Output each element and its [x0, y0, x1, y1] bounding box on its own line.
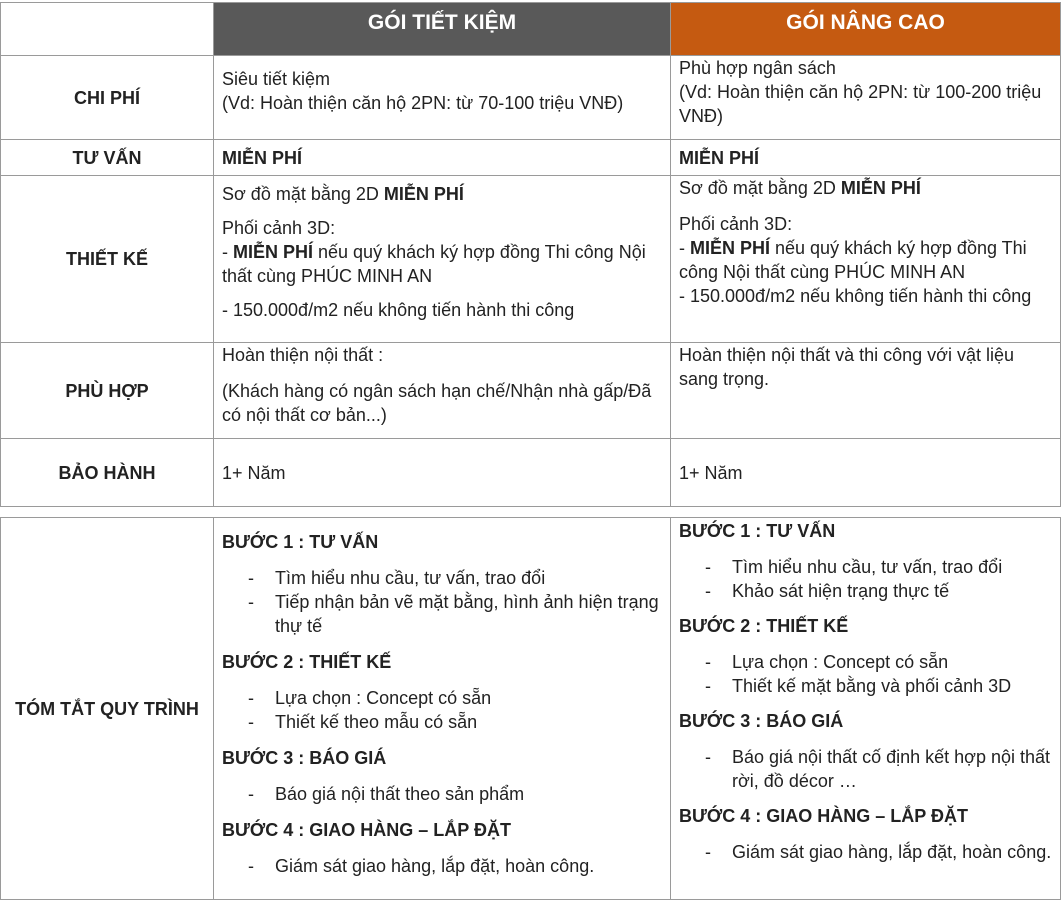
- design-premium-cell: [671, 176, 1061, 343]
- process-premium-step4-title: BƯỚC 4 : GIAO HÀNG – LẮP ĐẶT: [679, 806, 968, 826]
- warranty-basic-cell: 1+ Năm: [214, 439, 671, 507]
- design-premium-3d-contract: - MIỄN PHÍ nếu quý khách ký hợp đồng Thi công Nội thất cùng PHÚC MINH AN: [679, 238, 1027, 282]
- design-basic-cell: [214, 176, 671, 343]
- design-basic-2d: Sơ đồ mặt bằng 2D MIỄN PHÍ: [222, 184, 464, 204]
- header-premium-package: GÓI NÂNG CAO: [671, 3, 1061, 56]
- list-item: - Khảo sát hiện trạng thực tế: [679, 579, 1052, 603]
- process-basic-step1-title: BƯỚC 1 : TƯ VẤN: [222, 532, 379, 552]
- list-item: - Giám sát giao hàng, lắp đặt, hoàn công.: [679, 840, 1052, 864]
- process-basic-step4-list: [222, 854, 662, 878]
- design-basic-3d-contract: - MIỄN PHÍ nếu quý khách ký hợp đồng Thi công Nội thất cùng PHÚC MINH AN: [222, 242, 646, 286]
- comparison-table: [0, 2, 1061, 507]
- process-basic-step3-title: BƯỚC 3 : BÁO GIÁ: [222, 748, 387, 768]
- row-label-cost: CHI PHÍ: [1, 56, 214, 140]
- process-premium-cell: [671, 518, 1061, 900]
- list-item: - Lựa chọn : Concept có sẵn: [222, 686, 662, 710]
- process-basic-step1-list: [222, 566, 662, 638]
- list-item: - Lựa chọn : Concept có sẵn: [679, 650, 1052, 674]
- process-premium-step2-list: [679, 650, 1052, 698]
- list-item: - Giám sát giao hàng, lắp đặt, hoàn công.: [222, 854, 662, 878]
- header-basic-package: GÓI TIẾT KIỆM: [214, 3, 671, 56]
- fit-basic-line1: Hoàn thiện nội thất :: [222, 345, 384, 365]
- design-basic-3d-title: Phối cảnh 3D:: [222, 218, 336, 238]
- process-basic-step3-list: [222, 782, 662, 806]
- warranty-premium-cell: 1+ Năm: [671, 439, 1061, 507]
- process-basic-step4-title: BƯỚC 4 : GIAO HÀNG – LẮP ĐẶT: [222, 820, 511, 840]
- process-premium-step3-title: BƯỚC 3 : BÁO GIÁ: [679, 711, 844, 731]
- cost-basic-line1: Siêu tiết kiệm: [222, 69, 331, 89]
- process-basic-step2-title: BƯỚC 2 : THIẾT KẾ: [222, 652, 392, 672]
- row-label-design: THIẾT KẾ: [1, 176, 214, 343]
- design-premium-2d: Sơ đồ mặt bằng 2D MIỄN PHÍ: [679, 178, 921, 198]
- cost-premium-line1: Phù hợp ngân sách: [679, 58, 836, 78]
- consult-basic-cell: MIỄN PHÍ: [214, 140, 671, 176]
- design-premium-3d-fee: - 150.000đ/m2 nếu không tiến hành thi công: [679, 286, 1032, 306]
- process-premium-step3-list: [679, 745, 1052, 793]
- list-item: - Báo giá nội thất cố định kết hợp nội thất rời, đồ décor …: [679, 745, 1052, 793]
- process-premium-step2-title: BƯỚC 2 : THIẾT KẾ: [679, 616, 849, 636]
- process-basic-step2-list: [222, 686, 662, 734]
- cost-basic-line2: (Vd: Hoàn thiện căn hộ 2PN: từ 70-100 triệu VNĐ): [222, 93, 624, 113]
- design-basic-3d-fee: - 150.000đ/m2 nếu không tiến hành thi công: [222, 300, 575, 320]
- row-label-fit: PHÙ HỢP: [1, 343, 214, 439]
- fit-basic-cell: [214, 343, 671, 439]
- cost-basic-cell: [214, 56, 671, 140]
- cost-premium-cell: [671, 56, 1061, 140]
- design-premium-3d-title: Phối cảnh 3D:: [679, 214, 793, 234]
- process-basic-cell: [214, 518, 671, 900]
- list-item: - Báo giá nội thất theo sản phẩm: [222, 782, 662, 806]
- process-premium-step1-title: BƯỚC 1 : TƯ VẤN: [679, 521, 836, 541]
- process-premium-step4-list: [679, 840, 1052, 864]
- row-label-warranty: BẢO HÀNH: [1, 439, 214, 507]
- fit-premium-cell: Hoàn thiện nội thất và thi công với vật liệu sang trọng.: [671, 343, 1061, 439]
- fit-basic-line2: (Khách hàng có ngân sách hạn chế/Nhận nhà gấp/Đã có nội thất cơ bản...): [222, 381, 652, 425]
- process-table: [0, 517, 1061, 900]
- list-item: - Thiết kế theo mẫu có sẵn: [222, 710, 662, 734]
- list-item: - Tìm hiểu nhu cầu, tư vấn, trao đổi: [679, 555, 1052, 579]
- row-label-process: TÓM TẮT QUY TRÌNH: [1, 518, 214, 900]
- list-item: - Tìm hiểu nhu cầu, tư vấn, trao đổi: [222, 566, 662, 590]
- consult-premium-cell: MIỄN PHÍ: [671, 140, 1061, 176]
- list-item: - Tiếp nhận bản vẽ mặt bằng, hình ảnh hiện trạng thự tế: [222, 590, 662, 638]
- header-blank-cell: [1, 3, 214, 56]
- cost-premium-line2: (Vd: Hoàn thiện căn hộ 2PN: từ 100-200 triệu VNĐ): [679, 82, 1042, 126]
- list-item: - Thiết kế mặt bằng và phối cảnh 3D: [679, 674, 1052, 698]
- process-premium-step1-list: [679, 555, 1052, 603]
- row-label-consult: TƯ VẤN: [1, 140, 214, 176]
